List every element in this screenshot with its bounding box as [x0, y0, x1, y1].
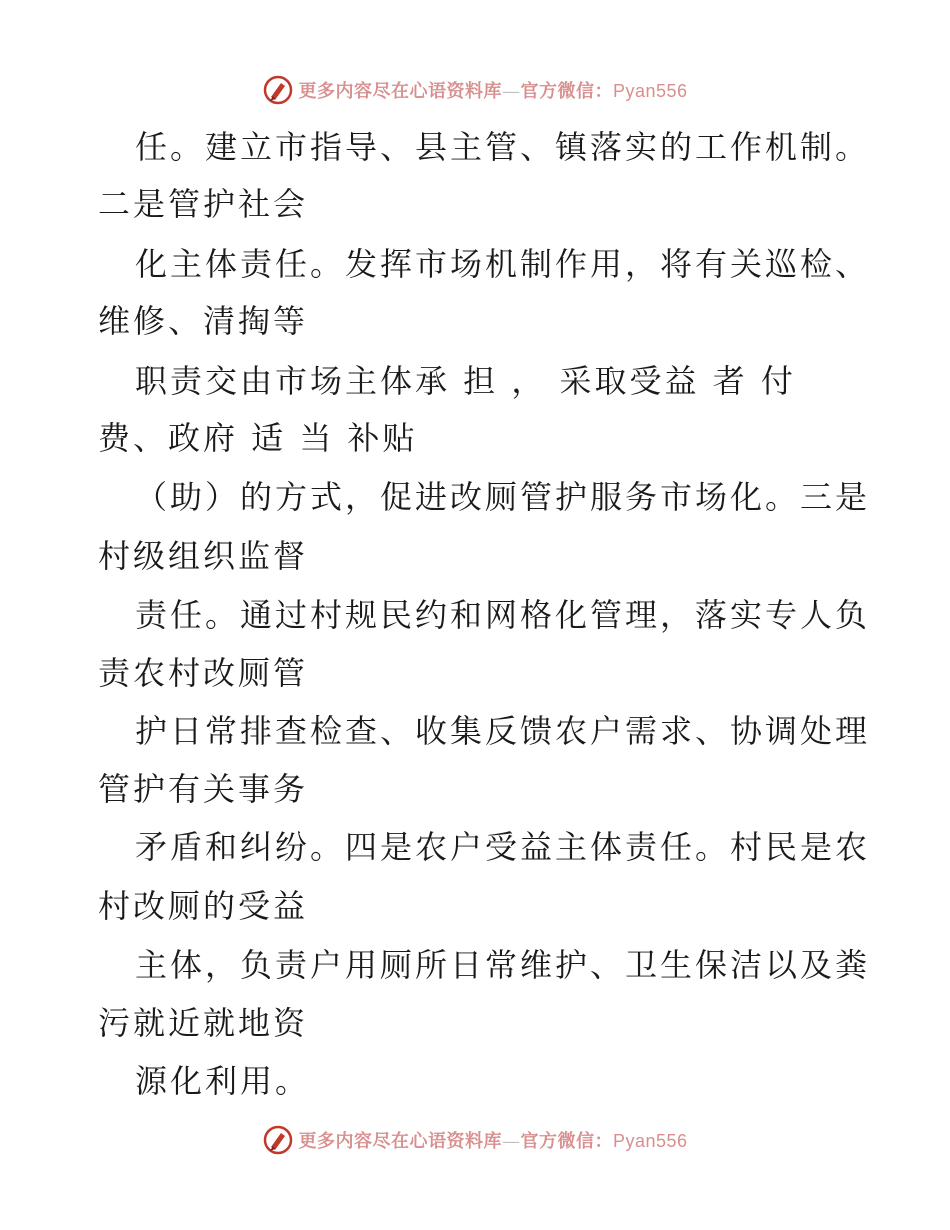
watermark-separator: — [501, 1131, 521, 1152]
body-line: 源化利用。 [135, 1062, 311, 1100]
watermark-contact-label: 官方微信： [520, 1131, 613, 1152]
pen-nib-circle-icon [262, 74, 294, 106]
body-line: 矛盾和纠纷。四是农户受益主体责任。村民是农 [135, 828, 871, 866]
body-line: 二是管护社会 [98, 185, 309, 223]
body-line: 任。建立市指导、县主管、镇落实的工作机制。 [135, 128, 871, 166]
body-line: 村级组织监督 [98, 537, 309, 575]
watermark-text: 更多内容尽在心语资料库 [298, 1131, 502, 1152]
footer-watermark [0, 1120, 950, 1160]
watermark-text: 更多内容尽在心语资料库 [298, 81, 502, 102]
body-line: 污就近就地资 [98, 1004, 309, 1042]
body-line: 费、政府 适 当 补贴 [98, 419, 418, 457]
header-watermark [0, 70, 950, 110]
body-line: 管护有关事务 [98, 770, 309, 808]
body-line: 护日常排查检查、收集反馈农户需求、协调处理 [135, 712, 871, 750]
watermark-contact-id: Pyan556 [612, 1131, 688, 1151]
body-line: 村改厕的受益 [98, 887, 309, 925]
body-line: 化主体责任。发挥市场机制作用，将有关巡检、 [135, 245, 871, 283]
watermark-separator: — [501, 81, 521, 102]
body-line: （助）的方式，促进改厕管护服务市场化。三是 [135, 478, 871, 516]
pen-nib-circle-icon [262, 1124, 294, 1156]
body-line: 责任。通过村规民约和网格化管理，落实专人负 [135, 596, 871, 634]
body-line: 主体，负责户用厕所日常维护、卫生保洁以及粪 [135, 946, 871, 984]
body-line: 职责交由市场主体承 担 ， 采取受益 者 付 [135, 362, 796, 400]
body-line: 维修、清掏等 [98, 302, 309, 340]
watermark-contact-id: Pyan556 [612, 81, 688, 101]
watermark-contact-label: 官方微信： [520, 81, 613, 102]
body-line: 责农村改厕管 [98, 654, 309, 692]
